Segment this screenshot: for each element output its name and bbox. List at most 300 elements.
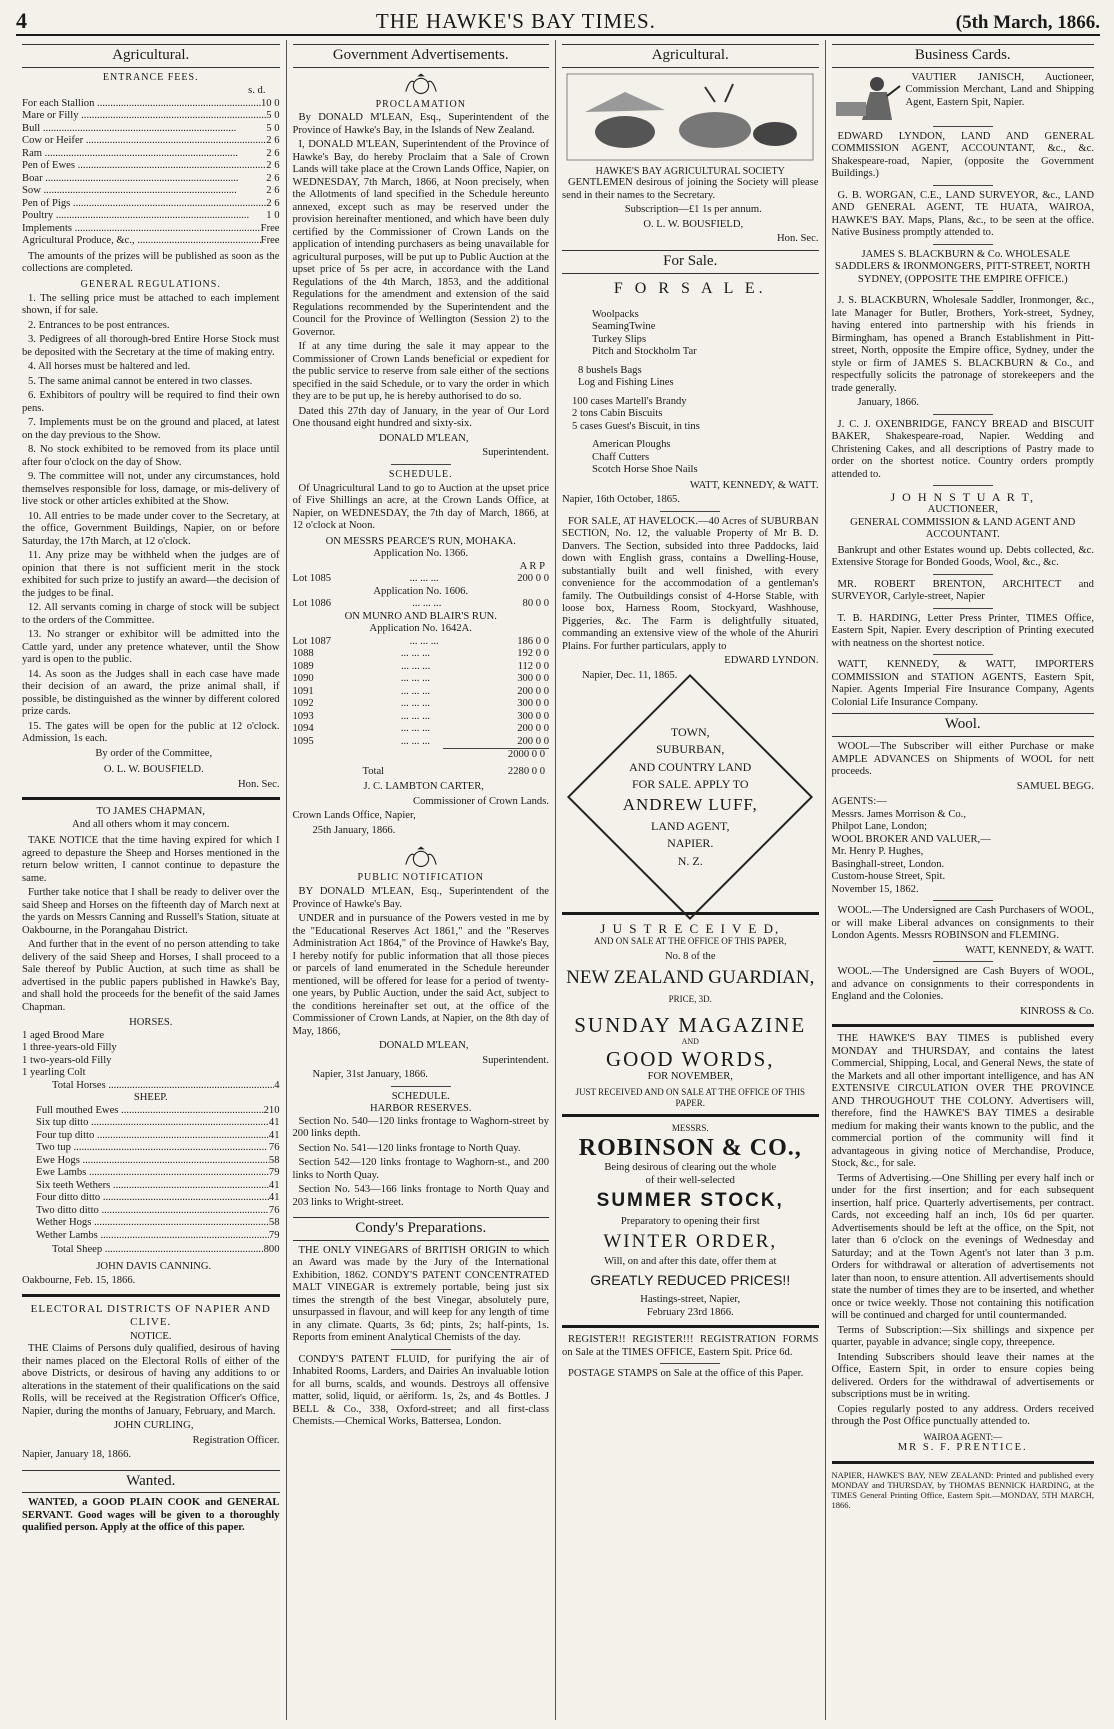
application-3: Application No. 1642A.	[369, 623, 472, 635]
hastings: Hastings-street, Napier,	[640, 1294, 741, 1306]
proclamation-signature: DONALD M'LEAN,	[378, 432, 469, 444]
terms: Terms of Advertising.—One Shilling per every half inch or under for the first insertion; and for each subsequent insertion, half price. Quarterly advertisements, per contract. Cards, not exceeding half an inch, 10s 6d per quarter. Advertisements should be left at the office, on the Spit, not later than 6 o'clock on the evenings of Wednesday and Saturday; and at the Town Agent's not later than 3 p.m. Orders for withdrawal or alteration of advertisements not later than noon, to ensure attention. All advertisements should state the number of times they are to be inserted, and whether once or twice weekly. Those not containing this notification will be continued and charged for until countermanded.	[831, 1172, 1094, 1322]
items-3	[562, 396, 819, 434]
sale-item: 5 cases Guest's Biscuit, in tins	[572, 420, 700, 432]
robinson-2: of their well-selected	[645, 1174, 735, 1186]
proclamation-body: I, DONALD M'LEAN, Superintendent of the Province of Hawke's Bay, do hereby Proclaim that a Sale of Crown Lands will take place at the Crown Lands Office, Napier, on WEDNESDAY, 7th March, 1866, at Noon precisely, when the Allotments of land specified in the Schedule hereunto annexed, except such as may be reserved under the provision hereinafter mentioned, and which have been duly certified by the Commissioner of Crown Lands on the application of intending purchasers as being unavailable for agricultural purposes, will be put up to Public Auction at the upset price of 5s per acre, in accordance with the Land Regulations of the 4th March, 1853, and the additional Regulations for the amendment and extension of the said Regulations recommended by the Superintendent and the Council for the Province of Wellington (Session 2) to the Governor.	[292, 139, 549, 338]
fee-row-value: 2 6	[266, 172, 280, 184]
sale-item: Chaff Cutters	[592, 451, 650, 463]
section-item: Section 542—120 links frontage to Waghorn-st., and 200 links to North Quay.	[292, 1157, 549, 1181]
worgan-card: G. B. WORGAN, C.E., LAND SURVEYOR, &c., LAND AND GENERAL AGENT, TE HUATA, WAIROA, HAWKE'S BAY. Maps, Plans, &c., to be seen at the office. Native Business promptly attended to.	[831, 189, 1094, 239]
stuart-name: J O H N S T U A R T,	[890, 490, 1035, 505]
blackburn-date: January, 1866.	[857, 397, 919, 409]
diamond-line: FOR SALE. APPLY TO	[631, 777, 749, 792]
wkw-card: WATT, KENNEDY, & WATT, IMPORTERS COMMISSION and STATION AGENTS, Eastern Spit, Napier. Agents Imperial Fire Insurance Company, Agents Colonial Life Insurance Company.	[831, 659, 1094, 708]
winter-order: WINTER ORDER,	[603, 1231, 778, 1253]
horse-item: 1 two-years-old Filly	[22, 1054, 112, 1066]
proclamation-title: PROCLAMATION	[375, 98, 466, 110]
column-business-cards	[825, 40, 1100, 1720]
lot-label: Lot 1085	[292, 573, 332, 585]
fee-row-value: 2 6	[266, 160, 280, 172]
public-notification-body: UNDER and in pursuance of the Powers vested in me by the "Educational Reserves Act 1861," and the "Reserves Administration Act 1864," of the Province of Hawke's Bay, I hereby notify for public information that all those pieces or parcels of land enumerated in the Schedule hereunder mentioned, will be offered for lease for a period of twenty-one years, by Public Auction, under the said Act, subject to the conditions hereinafter set out, at the office of the Commissioner of Crown Lands, at Napier, on the 8th day of May, 1866,	[292, 913, 549, 1037]
agent-line: AGENTS:—	[831, 796, 887, 808]
horse-item: 1 aged Brood Mare	[22, 1029, 105, 1041]
regulation: 6. Exhibitors of poultry will be required to find their own pens.	[22, 390, 280, 414]
sections-list	[293, 1116, 550, 1210]
rule	[933, 244, 993, 245]
stuart-commission: GENERAL COMMISSION & LAND AGENT AND ACCOUNTANT.	[850, 516, 1076, 541]
lot-row	[293, 636, 550, 649]
canning-signature: JOHN DAVIS CANNING.	[96, 1260, 212, 1272]
fee-row-label: Cow or Heifer .....	[22, 135, 266, 148]
diamond-line: ANDREW LUFF,	[622, 795, 758, 815]
rule	[933, 185, 993, 186]
lots-group-3	[293, 636, 550, 749]
agent-line: Messrs. James Morrison & Co.,	[831, 808, 966, 820]
section-item: Section No. 543—166 links frontage to North Quay and 203 links to Wright-street.	[292, 1184, 549, 1208]
lots-group-2	[293, 598, 550, 611]
intending: Intending Subscribers should leave their names at the Office, Eastern Spit, in order to ensure copies being delivered. Orders for the withdrawal of advertisements or subscriptions must be in writing.	[831, 1351, 1094, 1401]
lot-row	[293, 648, 550, 661]
prentice: MR S. F. PRENTICE.	[897, 1442, 1028, 1454]
just-received-2: JUST RECEIVED AND ON SALE AT THE OFFICE OF THIS PAPER.	[575, 1086, 806, 1108]
sheep-row	[22, 1217, 280, 1230]
fee-row	[22, 135, 280, 148]
will-offer: Will, on and after this date, offer them at	[604, 1256, 777, 1268]
hastings-date: February 23rd 1866.	[646, 1306, 734, 1318]
regulation: 13. No stranger or exhibitor will be admitted into the Cattle yard, under any pretence whatever, until the Show yard is open to the public.	[22, 629, 280, 666]
regulation: 9. The committee will not, under any circumstances, hold themselves responsible for loss, damage, or mis-delivery of live stock or other articles exhibited at the Show.	[22, 471, 280, 508]
signature-title: Hon. Sec.	[238, 778, 280, 790]
regulation: 5. The same animal cannot be entered in two classes.	[28, 375, 253, 387]
lot-label: 1089	[292, 660, 314, 672]
sale-item: 2 tons Cabin Biscuits	[572, 408, 663, 420]
divider	[832, 1024, 1094, 1027]
fees-units: s. d.	[248, 85, 266, 97]
wool-1: WOOL—The Subscriber will either Purchase or make AMPLE ADVANCES on Shipments of WOOL for nett proceeds.	[831, 741, 1094, 778]
section-heading: Agricultural.	[562, 44, 819, 68]
section-heading: Agricultural.	[22, 44, 280, 68]
regulations-list	[22, 293, 280, 746]
fee-row-label: Agricultural Produce, &c., .....	[22, 235, 261, 248]
fee-row-value: 2 6	[266, 197, 280, 209]
agent-line: WOOL BROKER AND VALUER,—	[831, 833, 991, 845]
summer-stock: SUMMER STOCK,	[596, 1190, 784, 1212]
rule	[391, 464, 451, 465]
proclamation-dated: Dated this 27th day of January, in the year of Our Lord One thousand eight hundred and sixty-six.	[292, 405, 549, 430]
just-received-sub: AND ON SALE AT THE OFFICE OF THIS PAPER,	[594, 936, 787, 947]
section-heading: Government Advertisements.	[293, 44, 550, 68]
lot-dots: ... ... ...	[412, 598, 442, 610]
lot-area: 200 0 0	[517, 685, 549, 697]
lot-label: 1090	[292, 673, 314, 685]
chapman-to: TO JAMES CHAPMAN,	[96, 806, 205, 818]
lot-area: 300 0 0	[517, 710, 549, 722]
lot-dots: ... ... ...	[401, 660, 431, 672]
carter-title: Commissioner of Crown Lands.	[413, 795, 549, 807]
lot-row	[293, 736, 550, 749]
sale-item: Woolpacks	[592, 308, 639, 320]
column-for-sale	[555, 40, 825, 1720]
sale-item: Pitch and Stockholm Tar	[592, 346, 697, 358]
divider	[562, 1114, 819, 1117]
for-sale-heading: For Sale.	[562, 250, 819, 274]
sheep-row-value: 41	[268, 1117, 280, 1129]
sheep-row-value: 79	[268, 1167, 280, 1179]
wool-2-signature: WATT, KENNEDY, & WATT.	[965, 944, 1094, 956]
society-body: GENTLEMEN desirous of joining the Society will please send in their names to the Secretary.	[562, 177, 819, 201]
havelock-ad: FOR SALE, AT HAVELOCK.—40 Acres of SUBURBAN SECTION, No. 12, the valuable Property of Mr B. D. Danvers. The Section, subsided into three Paddocks, laid down with English grass, contains a Dwelling-House, substantially built and well finished, with every convenience for the accommodation of a gentleman's family. The Outbuildings consist of 4-Horse Stable, with loose box, Harness Room, Stockyard, Washhouse, Piggeries, &c. The Farm is delightfully situated, commanding an extensive view of the whole of the Ahuriri Plains. For further particulars, apply to	[562, 515, 819, 652]
schedule-2-title: SCHEDULE.	[391, 1090, 450, 1102]
sheep-list	[22, 1105, 280, 1243]
lot-row	[293, 598, 550, 611]
sale-item: American Ploughs	[592, 439, 671, 451]
harbor-reserves-title: HARBOR RESERVES.	[369, 1103, 472, 1115]
sale-item: SeamingTwine	[592, 321, 656, 333]
fees-list	[22, 98, 280, 248]
pn-sig-title: Superintendent.	[482, 1054, 549, 1066]
lot-dots: ... ... ...	[409, 573, 439, 585]
electoral-body: THE Claims of Persons duly qualified, desirous of having their names placed on the Electoral Rolls of either of the above Districts, or desirous of having any additions to or alterations in the statement of their qualifications on the said Rolls, will be received at the Registration Officer's Office, Napier, during the months of January, February, and March.	[22, 1343, 280, 1417]
diamond-text	[585, 692, 795, 902]
regulation: 15. The gates will be open for the public at 12 o'clock. Admission, 1s each.	[22, 720, 280, 745]
proclamation-by: By DONALD M'LEAN, Esq., Superintendent of the Province of Hawke's Bay, in the Islands of New Zealand.	[292, 112, 549, 136]
lot-row	[293, 673, 550, 686]
lot-dots: ... ... ...	[400, 673, 431, 685]
rule	[933, 126, 993, 127]
lot-row	[293, 661, 550, 674]
fee-row-label: Sow .....	[22, 185, 266, 198]
sheep-row	[22, 1155, 280, 1168]
lot-dots: ... ... ...	[400, 723, 431, 735]
rule	[933, 961, 993, 962]
good-words: GOOD WORDS,	[605, 1046, 775, 1071]
fee-row-value: Free	[260, 222, 280, 234]
robinson-1: Being desirous of clearing out the whole	[604, 1162, 777, 1174]
lot-row	[293, 723, 550, 736]
rule	[391, 1086, 451, 1087]
fee-row-value: 2 6	[266, 147, 280, 159]
rule	[660, 511, 720, 512]
lot-area: 200 0 0	[517, 735, 549, 747]
horses-title: HORSES.	[129, 1017, 173, 1029]
sheep-row	[22, 1192, 280, 1205]
fee-row-label: Bull .....	[22, 123, 266, 136]
luff-diamond-ad	[585, 692, 795, 902]
number-8: No. 8 of the	[664, 950, 716, 962]
lyndon-card: EDWARD LYNDON, LAND AND GENERAL COMMISSION AGENT, ACCOUNTANT, &c., &c. Shakespeare-road, Napier, (opposite the Government Buildings.)	[831, 130, 1094, 180]
sheep-row-label: Wether Hogs .....	[36, 1217, 269, 1230]
fee-row-value: Free	[260, 235, 280, 247]
lot-area: 112 0 0	[517, 660, 549, 672]
lot-dots: ... ... ...	[400, 735, 431, 747]
fee-row-label: Boar .....	[22, 173, 266, 186]
lot-dots: ... ... ...	[400, 710, 431, 722]
lot-label: 1093	[292, 710, 314, 722]
sheep-row	[22, 1105, 280, 1118]
fee-row-value: 2 6	[266, 185, 280, 197]
lot-row	[293, 711, 550, 724]
sheep-row-value: 41	[268, 1179, 280, 1191]
fee-row-label: Pen of Pigs .....	[22, 198, 266, 211]
wool-3: WOOL.—The Undersigned are Cash Buyers of WOOL, and advance on consignments to their correspondents in England and the Colonies.	[831, 966, 1094, 1003]
fee-row	[22, 185, 280, 198]
copies: Copies regularly posted to any address. Orders received through the Post Office punctually attended to.	[831, 1403, 1094, 1428]
diamond-line: AND COUNTRY LAND	[629, 759, 752, 774]
subscription-terms: Terms of Subscription:—Six shillings and sixpence per quarter, payable in advance; single copy, threepence.	[831, 1324, 1094, 1349]
fee-row	[22, 110, 280, 123]
lots-group-1	[293, 573, 550, 586]
condy-vinegar: THE ONLY VINEGARS of BRITISH ORIGIN to which an Award was made by the Jury of the International Exhibition, 1862. CONDY'S PATENT CONCENTRATED MALT VINEGAR is extremely portable, being just six times the strength of the best Vinegar, absolutely pure, unsurpassed in flavour, and will keep for any length of time in any climate. Quarts, 3s 6d; pints, 2s; half-pints, 1s. Reports from eminent Analytical Chemists of the day.	[292, 1244, 549, 1344]
sheep-row	[22, 1130, 280, 1143]
lot-label: 1094	[292, 723, 314, 735]
sheep-row-label: Full mouthed Ewes .....	[36, 1105, 264, 1118]
royal-crest-icon	[402, 845, 440, 869]
section-item: Section No. 541—120 links frontage to North Quay.	[298, 1142, 521, 1154]
diamond-line: LAND AGENT,	[651, 819, 730, 834]
order-line: By order of the Committee,	[95, 747, 213, 759]
carter-place: Crown Lands Office, Napier,	[292, 810, 416, 822]
sheep-row-label: Four ditto ditto .....	[36, 1192, 269, 1205]
rule	[660, 1363, 720, 1364]
sheep-row	[22, 1117, 280, 1130]
section-item: Section No. 540—120 links frontage to Waghorn-street by 200 links depth.	[292, 1115, 549, 1140]
and-label: AND	[681, 1037, 699, 1047]
sale-item: Log and Fishing Lines	[578, 377, 674, 389]
chapman-notice	[22, 835, 280, 1014]
times-info: THE HAWKE'S BAY TIMES is published every MONDAY and THURSDAY, and contains the latest Commercial, Shipping, Local, and General News, the state of the Markets and all other important intelligence, and has AN EXTENSIVE CIRCULATION OVER THE PROVINCE AND THROUGHOUT THE COLONY. Advertisers will, therefore, find the HAWKE'S BAY TIMES a desirable medium for making their wants known to the public, and the commercial portion of the community will find it advantageous in giving notice of Merchandise, Produce, Stock, &c., for sale.	[831, 1033, 1094, 1170]
sheep-row-value: 58	[268, 1154, 280, 1166]
wairoa-agent: WAIROA AGENT:—	[923, 1431, 1003, 1442]
sale-item: 8 bushels Bags	[578, 364, 642, 376]
sheep-row-label: Two tup .....	[36, 1142, 269, 1155]
regulation: 14. As soon as the Judges shall in each case have made their decision of an award, the prize animal shall, if possible, be distinguished as the winner by different colored prize cards.	[22, 668, 280, 718]
lot-row	[293, 573, 550, 586]
sheep-row-value: 210	[263, 1104, 280, 1116]
greatly-reduced: GREATLY REDUCED PRICES!!	[590, 1271, 791, 1288]
sheep-row-value: 79	[268, 1229, 280, 1241]
agent-line: Basinghall-street, London.	[831, 858, 945, 870]
livestock-illustration-icon	[565, 72, 815, 162]
regulation: 10. All entries to be made under cover to the Secretary, at the office, Government Buildings, Napier, on or before Saturday, the 17th March, at 12 o'clock.	[22, 510, 280, 547]
diamond-line: SUBURBAN,	[656, 742, 725, 757]
items-1	[562, 309, 819, 359]
fee-row	[22, 160, 280, 173]
public-notification-by: BY DONALD M'LEAN, Esq., Superintendent of the Province of Hawke's Bay.	[292, 886, 549, 910]
entrance-fees-title: ENTRANCE FEES.	[102, 71, 199, 83]
public-notification-title: PUBLIC NOTIFICATION	[357, 872, 484, 884]
blackburn-card-1: JAMES S. BLACKBURN & Co. WHOLESALE SADDLERS & IRONMONGERS, PITT-STREET, NORTH SYDNEY, (OPPOSITE THE EMPIRE OFFICE.)	[835, 248, 1091, 285]
run-2: ON MUNRO AND BLAIR'S RUN.	[344, 610, 497, 622]
for-november: FOR NOVEMBER,	[647, 1071, 733, 1083]
prizes-note: The amounts of the prizes will be published as soon as the collections are completed.	[22, 250, 280, 275]
for-sale-title: F O R S A L E.	[613, 279, 767, 297]
electoral-title: ELECTORAL DISTRICTS OF NAPIER AND CLIVE.	[30, 1302, 271, 1328]
fee-row-value: 10 0	[260, 97, 280, 109]
curling-date: Napier, January 18, 1866.	[22, 1449, 132, 1461]
fee-row-value: 2 6	[266, 135, 280, 147]
lots-subtotal: 2000 0 0	[443, 748, 550, 762]
lot-area: 200 0 0	[517, 723, 549, 735]
register-ad: REGISTER!! REGISTER!!! REGISTRATION FORMS on Sale at the TIMES OFFICE, Eastern Spit. Price 6d.	[562, 1334, 819, 1358]
bousfield: O. L. W. BOUSFIELD,	[643, 218, 744, 230]
stuart-body: Bankrupt and other Estates wound up. Debts collected, &c. Extensive Storage for Bonded Goods, Wool, &c., &c.	[831, 544, 1094, 569]
curling-signature: JOHN CURLING,	[114, 1420, 194, 1432]
society-title: HAWKE'S BAY AGRICULTURAL SOCIETY	[595, 165, 785, 177]
lot-label: 1092	[292, 698, 314, 710]
price: PRICE, 3D.	[668, 993, 712, 1004]
sheep-row-label: Wether Lambs .....	[36, 1230, 269, 1243]
sheep-row	[22, 1230, 280, 1243]
robinson: ROBINSON & CO.,	[578, 1134, 802, 1161]
fee-row	[22, 210, 280, 223]
curling-title: Registration Officer.	[192, 1434, 280, 1446]
sheep-row-value: 41	[268, 1192, 280, 1204]
wool-heading: Wool.	[832, 713, 1094, 737]
application-2: Application No. 1606.	[373, 585, 469, 597]
wool-2: WOOL.—The Undersigned are Cash Purchasers of WOOL, or will make Liberal advances on consignments to their London Agents. Messrs ROBINSON and FLEMING.	[831, 905, 1094, 942]
pn-date: Napier, 31st January, 1866.	[312, 1069, 428, 1081]
begg: SAMUEL BEGG.	[1016, 780, 1094, 792]
sheep-row-label: Four tup ditto .....	[36, 1130, 269, 1143]
brenton-card: MR. ROBERT BRENTON, ARCHITECT and SURVEYOR, Carlyle-street, Napier	[831, 578, 1094, 603]
signature: O. L. W. BOUSFIELD.	[103, 764, 204, 776]
sale-item: Turkey Slips	[592, 333, 647, 345]
lot-row	[293, 686, 550, 699]
carter-date: 25th January, 1866.	[312, 824, 396, 836]
sheep-row-label: Ewe Hogs .....	[36, 1155, 269, 1168]
diamond-line: N. Z.	[677, 853, 703, 868]
chapman-paragraph: And further that in the event of no person attending to take delivery of the said Sheep and Horses, I shall proceed to a Sale thereof by Public Auction, at such time as shall be advertised in the public papers published in Hawke's Bay, and shall hold the proceeds for the benefit of the said James Chapman.	[22, 939, 280, 1013]
harding-card: T. B. HARDING, Letter Press Printer, TIMES Office, Eastern Spit, Napier. Every description of Printing executed with neatness on the shortest notice.	[831, 612, 1094, 649]
fee-row-label: Mare or Filly .....	[22, 110, 266, 123]
kinross: KINROSS & Co.	[1020, 1005, 1094, 1017]
carter-signature: J. C. LAMBTON CARTER,	[363, 781, 484, 793]
sheep-row-value: 58	[268, 1217, 280, 1229]
issue-date: (5th March, 1866.	[955, 12, 1100, 33]
diamond-line: TOWN,	[670, 724, 710, 739]
rule	[391, 1349, 451, 1350]
wanted-body: WANTED, a GOOD PLAIN COOK and GENERAL SERVANT. Good wages will be given to a thoroughly qualified person. Apply at the office of this paper.	[22, 1497, 280, 1534]
proclamation-sig-title: Superintendent.	[482, 447, 549, 459]
fee-row-label: Implements .....	[22, 223, 261, 236]
regulation: 3. Pedigrees of all thorough-bred Entire Horse Stock must be deposited with the Secretary at the time of making entry.	[22, 334, 280, 358]
lot-area: 80 0 0	[522, 598, 549, 610]
oxenbridge-card: J. C. J. OXENBRIDGE, FANCY BREAD and BISCUIT BAKER, Shakespeare-road, Napier. Wedding and Christening Cakes, and all descriptions of Pastry made to order on the shortest notice. Country orders promptly attended to.	[831, 418, 1094, 480]
lot-area: 200 0 0	[517, 573, 549, 585]
sheep-title: SHEEP.	[133, 1092, 168, 1104]
items-4	[562, 439, 819, 477]
divider	[22, 797, 280, 800]
rule	[933, 900, 993, 901]
lot-label: 1095	[292, 735, 314, 747]
watt-signature: WATT, KENNEDY, & WATT.	[689, 479, 819, 491]
imprint: NAPIER, HAWKE'S BAY, NEW ZEALAND: Printed and published every MONDAY and THURSDAY, by THOMAS BENNICK HARDING, at the TIMES General Printing Office, Eastern Spit.—MONDAY, 5TH MARCH, 1866.	[831, 1469, 1094, 1510]
royal-crest-icon	[402, 72, 440, 96]
fee-row	[22, 235, 280, 248]
section-heading: Business Cards.	[832, 44, 1094, 68]
sunday-magazine: SUNDAY MAGAZINE	[574, 1012, 807, 1037]
regulation: 2. Entrances to be post entrances.	[28, 319, 170, 331]
fee-row	[22, 123, 280, 136]
just-received: J U S T R E C E I V E D,	[600, 921, 781, 937]
lot-area: 186 0 0	[517, 635, 549, 647]
sheep-row-value: 76	[268, 1142, 280, 1154]
lyndon-date: Napier, Dec. 11, 1865.	[582, 669, 678, 681]
chapman-and: And all others whom it may concern.	[72, 818, 230, 830]
condy-fluid: CONDY'S PATENT FLUID, for purifying the air of Inhabited Rooms, Larders, and Dairies An invaluable lotion for all burns, scalds, and wounds. Destroys all offensive matter, solid, liquid, or aëriform. 1s, 2s, and 4s Bottles. J BELL & Co., 338, Oxford-street; and all first-class Chemists.—Chemical Works, Battersea, London.	[292, 1353, 549, 1428]
wanted-heading: Wanted.	[22, 1470, 280, 1494]
rule	[933, 485, 993, 486]
fee-row-value: 1 0	[266, 210, 280, 222]
sheep-row	[22, 1167, 280, 1180]
schedule-title: SCHEDULE.	[388, 468, 453, 480]
lot-label: 1088	[292, 648, 314, 660]
agent-line: Philpot Lane, London;	[831, 821, 928, 833]
lot-area: 192 0 0	[517, 648, 549, 660]
masthead	[16, 8, 1100, 36]
newspaper-title: THE HAWKE'S BAY TIMES.	[375, 9, 656, 33]
regulation: 4. All horses must be haltered and led.	[28, 361, 191, 373]
fee-row-label: Pen of Ewes .....	[22, 160, 266, 173]
lot-area: 300 0 0	[517, 698, 549, 710]
lots-total: Total 2280 0 0	[362, 765, 545, 777]
bousfield-title: Hon. Sec.	[777, 233, 819, 245]
sheep-row	[22, 1142, 280, 1155]
horses-list	[22, 1030, 280, 1080]
rule	[933, 654, 993, 655]
divider	[562, 1325, 819, 1328]
regulation: 8. No stock exhibited to be removed from its place until after four o'clock on the day of Show.	[22, 444, 280, 468]
sheep-total: Total Sheep ..... 800	[22, 1244, 280, 1257]
lot-dots: ... ... ...	[400, 648, 431, 660]
fee-row	[22, 173, 280, 186]
proclamation-body-2: If at any time during the sale it may appear to the Commissioner of Crown Lands beneficial or expedient for the public service to reserve from sale either of the sections specified in the said Schedule, or to vary the order in which they are to be put up, he is hereby authorised to do so.	[292, 341, 549, 403]
sheep-row-label: Two ditto ditto .....	[36, 1205, 269, 1218]
sheep-row	[22, 1180, 280, 1193]
nz-guardian: NEW ZEALAND GUARDIAN,	[566, 967, 815, 989]
fee-row-value: 5 0	[266, 110, 280, 122]
lyndon-signature: EDWARD LYNDON.	[724, 655, 819, 667]
auctioneer-illustration-icon	[832, 72, 902, 122]
messrs: MESSRS.	[671, 1123, 709, 1134]
regulation: 7. Implements must be on the ground and placed, at latest on the day previous to the Show.	[22, 417, 280, 441]
regulation: 11. Any prize may be withheld when the judges are of opinion that there is not sufficient merit in the stock exhibited for such prize to justify an award—the decision of the judges to be final.	[22, 550, 280, 599]
regulation: 1. The selling price must be attached to each implement shown, if for sale.	[22, 292, 280, 317]
regulations-title: GENERAL REGULATIONS.	[80, 278, 221, 290]
lot-dots: ... ... ...	[409, 635, 439, 647]
condy-heading: Condy's Preparations.	[293, 1217, 550, 1241]
divider	[832, 1461, 1094, 1464]
regulation: 12. All servants coming in charge of stock will be subject to the orders of the Committee.	[22, 602, 280, 626]
run-1: ON MESSRS PEARCE'S RUN, MOHAKA.	[325, 535, 516, 547]
blackburn-card-2: J. S. BLACKBURN, Wholesale Saddler, Ironmonger, &c., late Manager for Butler, Brothers, York-street, Sydney, having entered into partnership with his friends in Birmingham, has opened a Branch Establishment in Pitt-street, North, opposite the Empire office, Sydney, under the style or firm of JAMES S. BLACKBURN & Co., and respectfully solicits the patronage of storekeepers and the trade generally.	[831, 295, 1094, 394]
arp-header: A R P	[519, 560, 545, 572]
pn-signature: DONALD M'LEAN,	[378, 1040, 469, 1052]
fee-row-label: Poultry .....	[22, 210, 266, 223]
sale-item: 100 cases Martell's Brandy	[572, 395, 687, 407]
sheep-row-label: Ewe Lambs .....	[36, 1167, 269, 1180]
agent-line: November 15, 1862.	[831, 883, 919, 895]
sheep-row	[22, 1205, 280, 1218]
stuart-auctioneer: AUCTIONEER,	[927, 504, 998, 516]
subscription: Subscription—£1 1s per annum.	[624, 204, 762, 216]
rule	[933, 608, 993, 609]
lot-dots: ... ... ...	[400, 698, 431, 710]
sheep-row-label: Six tup ditto .....	[36, 1117, 269, 1130]
column-agricultural	[16, 40, 286, 1720]
horses-total: Total Horses ..... 4	[22, 1080, 280, 1093]
